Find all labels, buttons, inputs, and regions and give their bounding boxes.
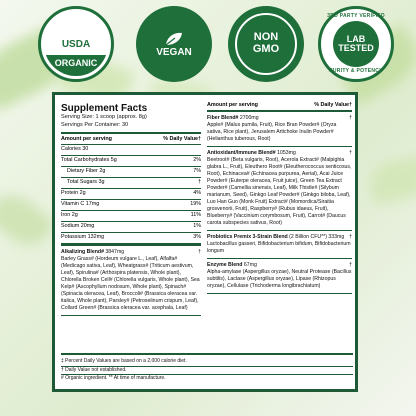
lab-ring-text: 3RD PARTY VERIFIED <box>327 12 385 19</box>
vegan-badge <box>136 6 212 82</box>
dv-header: % Daily Value† <box>314 102 352 108</box>
nutrient-row <box>61 156 201 167</box>
lab-ring-bottom-text: PURITY & POTENCY <box>329 68 383 74</box>
enzyme-blend <box>207 259 352 294</box>
amount-header: Amount per serving <box>207 102 258 108</box>
blend-amount: 3847mg <box>105 248 125 255</box>
blend-name: Alkalizing Blend# <box>61 248 104 255</box>
blend-name: Enzyme Blend <box>207 262 243 269</box>
dv-header: % Daily Value† <box>163 136 201 143</box>
nutrient-row <box>61 167 201 178</box>
blend-dv: † <box>349 115 352 121</box>
background-leaf <box>0 185 56 254</box>
nutrient-name: Dietary Fiber 2g <box>67 167 106 174</box>
lab-tested-badge <box>318 6 394 82</box>
facts-left-column <box>61 101 201 316</box>
nutrient-row <box>61 178 201 189</box>
nutrient-name: Total Carbohydrates 5g <box>61 157 117 164</box>
fiber-blend <box>207 112 352 147</box>
usda-label: USDA <box>61 39 91 51</box>
usda-organic-badge <box>38 6 114 82</box>
blend-name: Fiber Blend# <box>207 115 239 121</box>
nutrient-row <box>61 222 201 233</box>
gmo-label: GMO <box>252 43 280 55</box>
nutrient-row <box>61 233 201 244</box>
probiotics-blend <box>207 231 352 259</box>
blend-ingredients: Beetroot# (Beta vulgaris, Root), Acerola Extract# (Malpighia glabra L., Fruit), Eleuthero Root# (Eleutherococcus senticosus, Root), Echinacea# (Echinacea purpurea, Aerial), Acai Juice Powder# (Euterpe oleracea, Fruit juice), Green Tea Extract Powder# (Camellia sinensis, Leaf), Milk Thistle# (Silybum marianum, Seed), Ginkgo Leaf Powder# (Ginkgo biloba, Leaf), Luo Han Guo (Monk Fruit) Extract# (Momordica/Siraitia grosvenorii, Fruit), Raspberry# (Rubus idaeus, Fruit), Blueberry# (Vaccinium corymbosum, Fruit), Carrot# (Daucus carota subspecies sativus, Root) <box>207 157 352 227</box>
organic-label: ORGANIC <box>44 55 108 76</box>
nutrient-name: Total Sugars 3g <box>67 178 105 185</box>
right-header <box>207 101 352 112</box>
nutrient-dv: † <box>198 178 201 185</box>
lab-label: LAB <box>346 33 366 44</box>
blend-amount: (2 Billion CFU**) 333mg <box>289 234 345 241</box>
background-leaf <box>367 155 416 205</box>
blend-name: Probiotics Premix 3-Strain Blend <box>207 234 288 241</box>
nutrient-dv: 19% <box>190 200 201 207</box>
blend-amount: 2700mg <box>239 115 259 121</box>
blend-dv: † <box>349 150 352 157</box>
nutrient-dv: 11% <box>190 211 201 218</box>
nutrient-name: Sodium 20mg <box>61 222 95 229</box>
facts-right-column <box>207 101 352 294</box>
blend-amount: 67mg <box>243 262 257 269</box>
tested-label: TESTED <box>338 43 374 53</box>
servings-per-container: Servings Per Container: 30 <box>61 121 129 128</box>
blend-ingredients: Apple# (Malus pumila, Fruit), Rice Bran Powder# (Oryza sativa, Rice plant), Jerusalem Artichoke Inulin Powder# (Helianthus tuberous, Root) <box>207 122 337 143</box>
non-label: NON <box>253 31 279 44</box>
nutrient-row <box>61 145 201 156</box>
supplement-facts-panel <box>52 92 358 392</box>
facts-header <box>61 132 201 145</box>
nutrient-row <box>61 200 201 211</box>
alkalizing-blend <box>61 244 201 316</box>
amount-header: Amount per serving <box>61 136 112 143</box>
non-gmo-badge <box>228 6 304 82</box>
footnote-dv-not-established: † Daily Value not established. <box>61 367 353 376</box>
antioxidant-blend <box>207 147 352 231</box>
blend-ingredients: Alpha-amylase (Aspergillus oryzae), Neutral Protease (Bacillus subtilis), Lactase (Aspergillus oryzae), Lipase (Rhizopus oryzae), Cellulase (Trichoderma longibrachiatum) <box>207 269 352 290</box>
nutrient-name: Iron 2g <box>61 211 78 218</box>
blend-amount: 1053mg <box>277 150 296 157</box>
blend-ingredients: Barley Grass# (Hordeum vulgare L., Leaf), Alfalfa# (Medicago sativa, Leaf), Wheatgrass# (Triticum aestivum, Leaf), Spirulina# (Arthospira platensis, Whole plant), Chlorella Broken Cell# (Chlorella vulgaris, Whole plant), Sea Kelp# (Ascophyllum nodosum, Whole plant), Spinach# (Spinacia oleracea, Leaf), Broccoli# (Brassica oleracea var. italica, Whole plant), Parsley# (Petroselinum crispum, Leaf), Collard Green# (Brassica oleracea var. acephala, Leaf) <box>61 255 200 311</box>
blend-dv: † <box>349 262 352 269</box>
nutrient-name: Calories 30 <box>61 146 89 153</box>
leaf-icon <box>163 30 185 48</box>
nutrient-name: Potassium 132mg <box>61 233 105 240</box>
serving-size: Serving Size: 1 scoop (approx. 8g) <box>61 114 147 120</box>
blend-ingredients: Lactobacillus gasseri, Bifidobacterium bifidum, Bifidobacterium longum <box>207 241 351 255</box>
footnote-dv-basis: ‡ Percent Daily Values are based on a 2,000 calorie diet. <box>61 358 353 367</box>
nutrient-dv: 2% <box>193 157 201 164</box>
nutrient-name: Vitamin C 17mg <box>61 200 100 207</box>
blend-dv: † <box>198 248 201 255</box>
nutrient-dv: 1% <box>193 222 201 229</box>
nutrient-row <box>61 211 201 222</box>
nutrient-dv: 3% <box>193 233 201 240</box>
footnotes <box>61 353 353 383</box>
footnote-organic: # Organic ingredient. ** At time of manufacture. <box>61 375 166 381</box>
facts-title: Supplement Facts <box>61 103 148 114</box>
nutrient-name: Protein 2g <box>61 189 86 196</box>
nutrient-row <box>61 189 201 200</box>
vegan-label: VEGAN <box>156 46 192 58</box>
nutrient-dv: 4% <box>193 189 201 196</box>
certification-badges <box>0 6 416 90</box>
blend-dv: † <box>349 234 352 241</box>
blend-name: Antioxidant/Immune Blend# <box>207 150 276 157</box>
nutrient-dv: 7% <box>193 167 201 174</box>
